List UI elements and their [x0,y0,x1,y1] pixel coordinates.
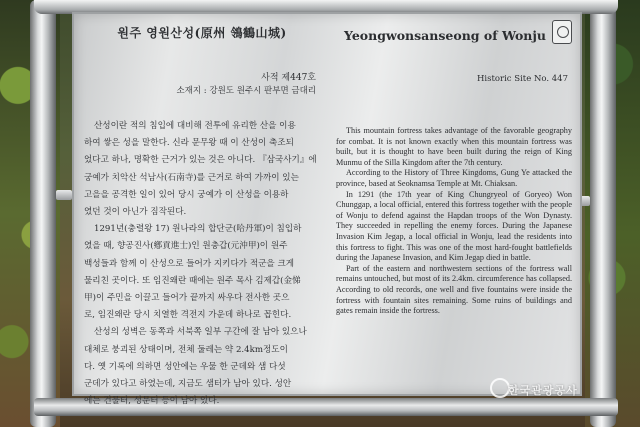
korean-title: 원주 영원산성(原州 鴒鶴山城) [117,26,287,40]
english-title: Yeongwonsanseong of Wonju [344,28,546,43]
english-paragraph: According to the History of Three Kingdoms, Gung Ye attacked the province, based at Seoknamsa Temple at Mt. Chiaksan. [336,168,572,188]
english-paragraph: Part of the eastern and northwestern sections of the fortress wall remains untouched, but most of its 2.4km. circumference has collapsed. According to old records, one well and five fountains were inside the fortress with fountain sites remaining. Some ruins of buildings and gates remain inside the fortress. [336,263,572,316]
korean-site-number: 사적 제447호 [261,73,316,83]
sign-plate [72,12,582,407]
left-post [30,0,56,427]
english-body [336,126,572,317]
english-site-number: Historic Site No. 447 [477,74,568,84]
left-bracket [56,190,72,200]
korean-location: 소재지 : 강원도 원주시 판부면 금대리 [176,86,316,96]
korean-paragraph: 산성이란 적의 침입에 대비해 전투에 유리한 산을 이용 하여 쌓은 성을 말한다. 신라 문무왕 때 이 산성이 축조되 었다고 하나, 명확한 근거가 있는 것은 아니다. 『삼국사기』에 궁예가 치악산 석남사(石南寺)를 근거로 하여 가까이 있는 고을을 공격한 일이 있어 당시 궁예가 이 산성을 이용하 였던 것이 아닌가 짐작된다. [84,121,317,218]
english-paragraph: This mountain fortress takes advantage of the favorable geography for combat. It is not known exactly when this mountain fortress was built, but it is thought to have been built during the reign of King Munmu of the Silla Kingdom after the 7th century. [336,126,572,167]
english-paragraph: In 1291 (the 17th year of King Chungryeol of Goryeo) Won Chunggap, a local official, entered this fortress together with the people of Wonju to defend against the Hapdan troops of the Won Dynasty. They succeeded in repelling the enemy forces. During the Japanese Invasion Kim Jegap, a local official in Wonju, lead the residents into this fortress to fight. This was one of the most hard-fought battlefields during the Japanese Invasion, and Kim Jegap died in battle. [336,189,572,263]
heritage-logo-icon [552,20,572,44]
korean-body [84,118,320,410]
korean-paragraph: 산성의 성벽은 동쪽과 서북쪽 일부 구간에 잘 남아 있으나 대체로 붕괴된 상태이며, 전체 둘레는 약 2.4km정도이 다. 옛 기록에 의하면 성안에는 우물 한 군데와 샘 다섯 군데가 있다고 하였는데, 지금도 샘터가 남아 있다. 성안 에는 건물터, 성문터 등이 남아 있다. [84,327,307,407]
right-post [590,0,616,427]
watermark: 한국관광공사 [508,384,578,397]
korean-paragraph: 1291년(충렬왕 17) 원나라의 합단군(哈丹軍)이 침입하 였을 때, 향공진사(鄕貢進士)인 원충갑(元沖甲)이 원주 백성들과 함께 이 산성으로 들어가 지키다가 적군을 크게 물리친 곳이다. 또 임진왜란 때에는 원주 목사 김제갑(金悌 甲)이 주민을 이끌고 들어가 끝까지 싸우다 전사한 곳으 로, 임진왜란 당시 치열한 격전지 가운데 하나로 꼽힌다. [84,224,302,321]
watermark-icon [490,378,510,398]
